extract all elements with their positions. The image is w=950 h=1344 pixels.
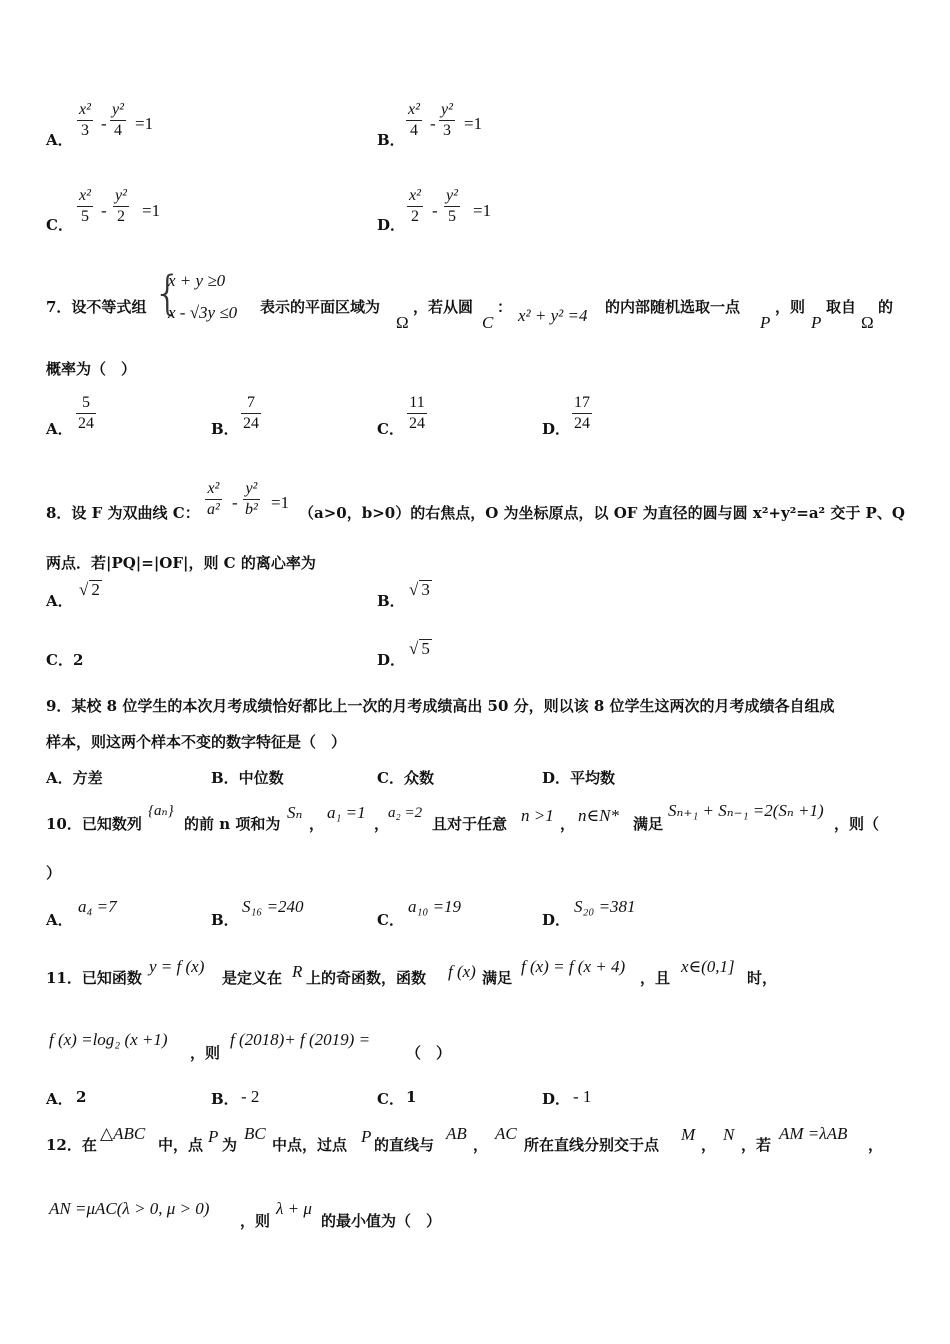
numerator: y²	[441, 101, 453, 118]
question-text: ，	[309, 815, 325, 833]
question-text: ）	[46, 864, 62, 882]
numerator: x²	[207, 480, 220, 497]
question-text: 上的奇函数，函数	[306, 969, 427, 987]
option-a-value: 2	[76, 1088, 87, 1106]
question-lead: 12．在	[46, 1136, 97, 1154]
option-a-label: A．	[46, 592, 73, 610]
minus-sign: -	[430, 114, 436, 133]
question-text: 时，	[747, 969, 778, 987]
question-text: ，则	[190, 1044, 221, 1062]
question-text: ，且	[640, 969, 671, 987]
numerator: 7	[241, 393, 261, 414]
question-text: 的前 n 项和为	[184, 815, 281, 833]
question-text: ：	[497, 298, 513, 316]
sum-expr: λ + μ	[276, 1199, 312, 1218]
option-b-label: B．	[377, 131, 405, 149]
question-text: 满足	[482, 969, 513, 987]
option-d-label: D．	[377, 216, 406, 234]
option-b: B．中位数	[211, 769, 284, 787]
denominator: 3	[80, 122, 89, 139]
denominator: b²	[245, 501, 258, 518]
question-text: 满足	[633, 815, 664, 833]
equation-rhs: =1	[473, 201, 492, 220]
math-symbol: P	[361, 1127, 372, 1146]
math-symbol: P	[208, 1127, 219, 1146]
minus-sign: -	[101, 201, 107, 220]
numerator: y²	[245, 480, 258, 497]
question-text: 表示的平面区域为	[260, 298, 381, 316]
math-symbol: Ω	[396, 313, 409, 332]
option-c-expr: a₁₀ =19	[408, 897, 462, 916]
question-text: ，则	[240, 1212, 271, 1230]
question-text: 所在直线分别交于点	[524, 1136, 660, 1154]
option-d-label: D．	[542, 1090, 571, 1108]
fraction	[439, 100, 455, 141]
domain-expr: x∈(0,1]	[681, 957, 735, 976]
denominator: 5	[80, 208, 89, 225]
option-d: D．平均数	[542, 769, 616, 787]
question-number: 7．设不等式组	[46, 298, 147, 316]
math-symbol: R	[292, 962, 303, 981]
numerator: y²	[446, 187, 458, 204]
option-a-label: A．	[46, 911, 73, 929]
condition-1: n >1	[521, 806, 554, 825]
fraction	[77, 100, 93, 141]
minus-sign: -	[232, 493, 238, 512]
fraction	[110, 100, 126, 141]
brace-icon: {	[153, 266, 183, 320]
option-d-label: D．	[542, 420, 571, 438]
numerator: y²	[115, 187, 127, 204]
question-text: 两点．若|PQ|=|OF|，则 C 的离心率为	[46, 554, 316, 572]
fraction	[243, 479, 260, 520]
math-symbol: N	[723, 1125, 735, 1144]
option-a-expr: a₄ =7	[78, 897, 117, 916]
initial-term-1: a₁ =1	[327, 803, 366, 822]
question-text: （a>0，b>0）的右焦点，O 为坐标原点，以 OF 为直径的圆与圆 x²+y²=a² 交于 P、Q	[299, 504, 905, 522]
question-text: ，	[473, 1136, 489, 1154]
initial-term-2: a₂ =2	[388, 805, 423, 821]
numerator: x²	[79, 187, 91, 204]
question-text: 取自	[826, 298, 857, 316]
question-text: ，	[701, 1136, 717, 1154]
question-lead: 10．已知数列	[46, 815, 142, 833]
option-c-label: C．	[377, 1090, 404, 1108]
condition-2: n∈N*	[578, 806, 619, 825]
question-text: 且对于任意	[432, 815, 508, 833]
function-expr: f (2018)+ f (2019) =	[230, 1030, 371, 1049]
numerator: x²	[409, 187, 421, 204]
option-d-label: D．	[542, 911, 571, 929]
option-b-label: B．	[211, 911, 239, 929]
option-d-label: D．	[377, 651, 406, 669]
recurrence-relation: Sₙ₊₁ + Sₙ₋₁ =2(Sₙ +1)	[668, 801, 824, 820]
numerator: 5	[76, 393, 96, 414]
function-expr: f (x) =log₂ (x +1)	[49, 1030, 168, 1049]
question-text: 的	[878, 298, 894, 316]
question-lead: 11．已知函数	[46, 969, 142, 987]
option-d-expr: S₂₀ =381	[574, 897, 636, 916]
radicand: 3	[421, 580, 430, 599]
question-text: 样本，则这两个样本不变的数字特征是（ ）	[46, 733, 347, 751]
minus-sign: -	[432, 201, 438, 220]
denominator: 24	[243, 415, 259, 432]
question-text: 的直线与	[374, 1136, 435, 1154]
option-c-value: 1	[406, 1088, 417, 1106]
question-text: 中点，过点	[272, 1136, 348, 1154]
option-c-label: C．2	[46, 651, 84, 669]
numerator: x²	[79, 101, 91, 118]
question-text: 为	[222, 1136, 238, 1154]
math-symbol: AC	[495, 1124, 517, 1143]
equation-rhs: =1	[135, 114, 154, 133]
denominator: a²	[207, 501, 220, 518]
option-a-label: A．	[46, 1090, 73, 1108]
triangle-expr: △ABC	[100, 1124, 146, 1143]
option-b-label: B．	[211, 420, 239, 438]
denominator: 3	[442, 122, 451, 139]
option-b-expr: S₁₆ =240	[242, 897, 304, 916]
denominator: 2	[410, 208, 419, 225]
question-text: ，	[560, 815, 576, 833]
question-text: 概率为（ ）	[46, 360, 137, 378]
denominator: 24	[409, 415, 425, 432]
fraction	[77, 186, 93, 227]
equation-rhs: =1	[464, 114, 483, 133]
fraction	[407, 186, 423, 227]
function-expr: f (x) = f (x + 4)	[521, 957, 626, 976]
math-symbol: C	[482, 313, 494, 332]
numerator: 11	[407, 393, 427, 414]
equation-rhs: =1	[271, 493, 290, 512]
denominator: 24	[574, 415, 590, 432]
function-expr: y = f (x)	[149, 957, 205, 976]
question-text: ，则（	[834, 815, 880, 833]
question-text: ，	[868, 1136, 884, 1154]
math-symbol: P	[811, 313, 822, 332]
fraction	[407, 393, 427, 434]
option-a-label: A．	[46, 420, 73, 438]
inequality-1: x + y ≥0	[168, 271, 226, 290]
fraction	[113, 186, 129, 227]
sequence-symbol: {aₙ}	[148, 803, 174, 819]
numerator: 17	[572, 393, 592, 414]
radicand: 2	[91, 580, 100, 599]
question-text: 9．某校 8 位学生的本次月考成绩恰好都比上一次的月考成绩高出 50 分，则以该 8 位学生这两次的月考成绩各自组成	[46, 697, 835, 715]
question-text: 是定义在	[222, 969, 283, 987]
circle-equation: x² + y² =4	[518, 306, 588, 325]
vector-relation: AN =μAC(λ > 0, μ > 0)	[49, 1199, 210, 1218]
fraction	[76, 393, 96, 434]
fraction	[444, 186, 460, 227]
question-text: ，则	[775, 298, 806, 316]
denominator: 4	[409, 122, 418, 139]
math-symbol: AB	[446, 1124, 467, 1143]
math-symbol: M	[681, 1125, 696, 1144]
sum-symbol: Sₙ	[287, 803, 303, 822]
option-b-label: B．	[377, 592, 405, 610]
fraction	[572, 393, 592, 434]
option-a-label: A．	[46, 131, 73, 149]
fraction	[241, 393, 261, 434]
option-d-value: √ 5	[409, 639, 430, 658]
option-b-label: B．	[211, 1090, 239, 1108]
denominator: 2	[116, 208, 125, 225]
numerator: x²	[408, 101, 420, 118]
option-c-label: C．	[377, 420, 404, 438]
option-d-value: - 1	[573, 1087, 592, 1106]
option-c-label: C．	[377, 911, 404, 929]
math-symbol: P	[760, 313, 771, 332]
option-a: A．方差	[46, 769, 103, 787]
question-text: 的内部随机选取一点	[605, 298, 741, 316]
option-b-value: - 2	[241, 1087, 260, 1106]
question-text: ，若从圆	[413, 298, 474, 316]
question-lead: 8．设 F 为双曲线 C：	[46, 504, 200, 522]
question-text: ，若	[741, 1136, 772, 1154]
question-text: 的最小值为（ ）	[321, 1212, 442, 1230]
math-symbol: BC	[244, 1124, 266, 1143]
option-b-value: √ 3	[409, 580, 430, 599]
question-text: ，	[374, 815, 390, 833]
option-c: C．众数	[377, 769, 434, 787]
numerator: y²	[112, 101, 124, 118]
denominator: 4	[113, 122, 122, 139]
option-c-label: C．	[46, 216, 73, 234]
denominator: 24	[78, 415, 94, 432]
inequality-2: x - √3y ≤0	[168, 303, 238, 322]
question-text: 中，点	[158, 1136, 204, 1154]
question-text: （ ）	[406, 1044, 452, 1062]
minus-sign: -	[101, 114, 107, 133]
denominator: 5	[447, 208, 456, 225]
fraction	[406, 100, 422, 141]
function-expr: f (x)	[448, 962, 476, 981]
vector-relation: AM =λAB	[779, 1124, 848, 1143]
equation-rhs: =1	[142, 201, 161, 220]
math-symbol: Ω	[861, 313, 874, 332]
radicand: 5	[421, 639, 430, 658]
option-a-value: √ 2	[79, 580, 100, 599]
fraction	[205, 479, 222, 520]
